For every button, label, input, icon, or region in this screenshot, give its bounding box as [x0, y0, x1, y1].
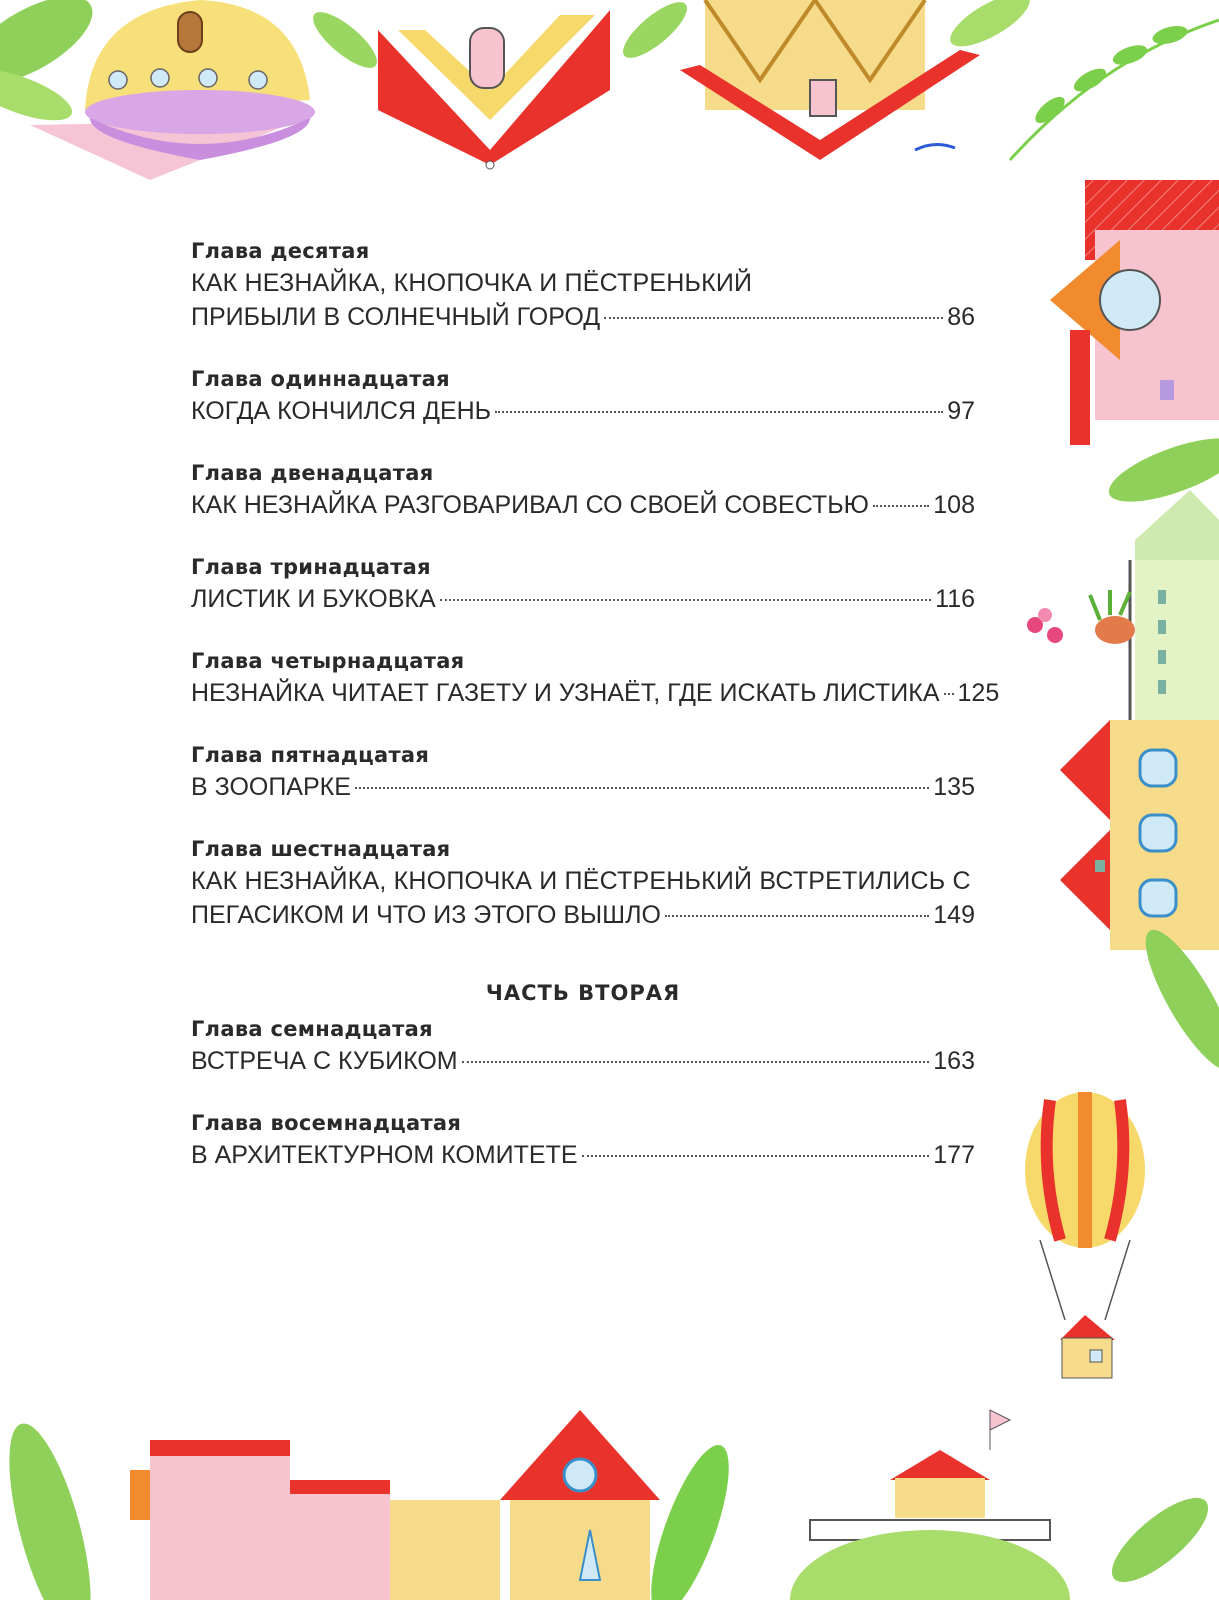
flower-icon — [1027, 590, 1135, 644]
chapter-title-line — [191, 488, 975, 522]
page-number: 177 — [933, 1141, 975, 1169]
toc-entry[interactable] — [191, 834, 975, 932]
chapter-title-text: КАК НЕЗНАЙКА РАЗГОВАРИВАЛ СО СВОЕЙ СОВЕСТЬЮ — [191, 491, 869, 519]
dot-leader — [495, 411, 943, 413]
chapter-title-line — [191, 676, 1000, 710]
toc-entry[interactable] — [191, 552, 975, 616]
chapter-title-line: КАК НЕЗНАЙКА, КНОПОЧКА И ПЁСТРЕНЬКИЙ — [191, 269, 753, 297]
page-number: 135 — [933, 773, 975, 801]
chapter-title-text: ВСТРЕЧА С КУБИКОМ — [191, 1047, 458, 1075]
page-number: 116 — [935, 585, 975, 613]
page-number: 163 — [933, 1047, 975, 1075]
toc-entry[interactable] — [191, 458, 975, 522]
toc-entry[interactable] — [191, 740, 975, 804]
dot-leader — [440, 599, 932, 601]
dot-leader — [873, 505, 929, 507]
page-number: 125 — [957, 679, 1000, 707]
chapter-title-text: В АРХИТЕКТУРНОМ КОМИТЕТЕ — [191, 1141, 578, 1169]
chapter-label: Глава одиннадцатая — [191, 367, 450, 391]
green-house-icon — [1130, 490, 1219, 740]
chapter-title-text: НЕЗНАЙКА ЧИТАЕТ ГАЗЕТУ И УЗНАЁТ, ГДЕ ИСКАТЬ ЛИСТИКА — [191, 679, 940, 707]
chapter-title-line — [191, 300, 975, 334]
chapter-title-line — [191, 1138, 975, 1172]
dot-leader — [944, 693, 954, 695]
table-of-contents — [191, 236, 1000, 1202]
chapter-title-line — [191, 770, 975, 804]
page-number: 97 — [947, 397, 975, 425]
toc-entry[interactable] — [191, 1108, 975, 1172]
pink-tower-house-icon — [1050, 180, 1219, 445]
toc-entry[interactable] — [191, 646, 1000, 710]
yellow-house-icon — [1060, 720, 1219, 950]
chapter-label: Глава десятая — [191, 239, 370, 263]
dot-leader — [582, 1155, 930, 1157]
part-two-heading: ЧАСТЬ ВТОРАЯ — [485, 981, 681, 1005]
toc-entry[interactable] — [191, 1014, 975, 1078]
hot-air-balloon-icon — [1025, 1092, 1145, 1378]
dot-leader — [665, 915, 929, 917]
chapter-title-line — [191, 394, 975, 428]
page-number: 86 — [947, 303, 975, 331]
chapter-title-text: ПЕГАСИКОМ И ЧТО ИЗ ЭТОГО ВЫШЛО — [191, 901, 661, 929]
toc-part-two — [191, 1014, 975, 1172]
chapter-label: Глава четырнадцатая — [191, 649, 465, 673]
chapter-title-line — [191, 582, 975, 616]
timber-house-icon — [680, 0, 980, 160]
toc-entry[interactable] — [191, 236, 975, 334]
leaf-icon — [915, 0, 1219, 160]
chapter-title-text: ПРИБЫЛИ В СОЛНЕЧНЫЙ ГОРОД — [191, 303, 601, 331]
dot-leader — [604, 317, 943, 319]
chapter-title-text: В ЗООПАРКЕ — [191, 773, 351, 801]
chapter-label: Глава шестнадцатая — [191, 837, 451, 861]
page-number: 149 — [933, 901, 975, 929]
dot-leader — [462, 1061, 930, 1063]
red-roof-house-icon — [378, 10, 610, 169]
toc-entry[interactable] — [191, 364, 975, 428]
dot-leader — [355, 787, 929, 789]
chapter-title-line: КАК НЕЗНАЙКА, КНОПОЧКА И ПЁСТРЕНЬКИЙ ВСТРЕТИЛИСЬ С — [191, 867, 971, 895]
chapter-label: Глава двенадцатая — [191, 461, 434, 485]
leaf-icon — [1102, 425, 1219, 514]
page-number: 108 — [933, 491, 975, 519]
chapter-label: Глава восемнадцатая — [191, 1111, 462, 1135]
chapter-label: Глава семнадцатая — [191, 1017, 433, 1041]
bottom-town-icon — [0, 1410, 1219, 1600]
chapter-label: Глава пятнадцатая — [191, 743, 430, 767]
chapter-title-line — [191, 898, 975, 932]
chapter-title-line — [191, 1044, 975, 1078]
toc-part-one — [191, 236, 1000, 932]
chapter-title-text: КОГДА КОНЧИЛСЯ ДЕНЬ — [191, 397, 492, 425]
chapter-label: Глава тринадцатая — [191, 555, 431, 579]
chapter-title-text: ЛИСТИК И БУКОВКА — [191, 585, 436, 613]
